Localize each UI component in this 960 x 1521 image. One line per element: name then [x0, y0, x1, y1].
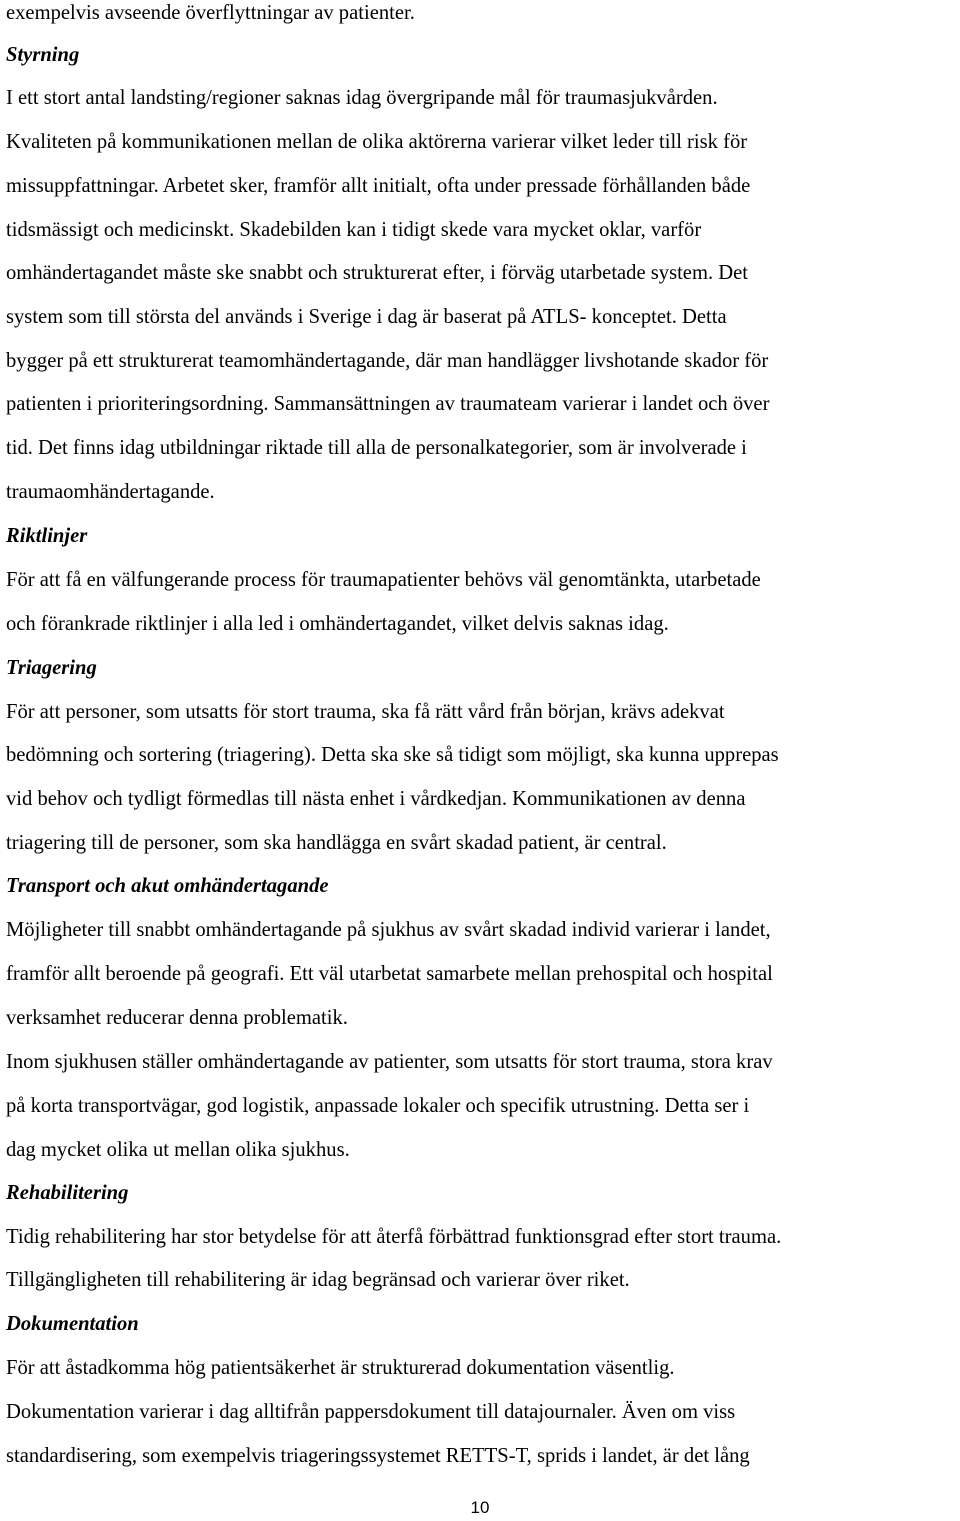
heading-triagering: Triagering — [6, 657, 97, 679]
heading-rehabilitering: Rehabilitering — [6, 1182, 129, 1204]
text-line: I ett stort antal landsting/regioner saknas idag övergripande mål för traumasjukvården. — [6, 87, 718, 109]
heading-dokumentation: Dokumentation — [6, 1313, 139, 1335]
text-line: missuppfattningar. Arbetet sker, framför allt initialt, ofta under pressade förhållanden både — [6, 175, 751, 197]
text-line: system som till största del används i Sverige i dag är baserat på ATLS- konceptet. Detta — [6, 306, 727, 328]
text-line: bygger på ett strukturerat teamomhändertagande, där man handlägger livshotande skador för — [6, 350, 769, 372]
text-line: För att personer, som utsatts för stort trauma, ska få rätt vård från början, krävs adekvat — [6, 701, 725, 723]
heading-transport: Transport och akut omhändertagande — [6, 875, 329, 897]
text-line: triagering till de personer, som ska handlägga en svårt skadad patient, är central. — [6, 832, 667, 854]
text-line: För att få en välfungerande process för traumapatienter behövs väl genomtänkta, utarbetade — [6, 569, 761, 591]
heading-riktlinjer: Riktlinjer — [6, 525, 88, 547]
text-line: vid behov och tydligt förmedlas till nästa enhet i vårdkedjan. Kommunikationen av denna — [6, 788, 746, 810]
text-line: verksamhet reducerar denna problematik. — [6, 1007, 348, 1029]
text-line: omhändertagandet måste ske snabbt och strukturerat efter, i förväg utarbetade system. Det — [6, 262, 748, 284]
text-line: För att åstadkomma hög patientsäkerhet är strukturerad dokumentation väsentlig. — [6, 1357, 675, 1379]
text-line: Möjligheter till snabbt omhändertagande på sjukhus av svårt skadad individ varierar i landet, — [6, 919, 771, 941]
text-line: patienten i prioriteringsordning. Sammansättningen av traumateam varierar i landet och över — [6, 393, 770, 415]
text-line: tidsmässigt och medicinskt. Skadebilden kan i tidigt skede vara mycket oklar, varför — [6, 219, 702, 241]
text-line: framför allt beroende på geografi. Ett väl utarbetat samarbete mellan prehospital och hospital — [6, 963, 773, 985]
text-line: dag mycket olika ut mellan olika sjukhus. — [6, 1139, 350, 1161]
text-line: Dokumentation varierar i dag alltifrån pappersdokument till datajournaler. Även om viss — [6, 1401, 736, 1423]
text-line: Inom sjukhusen ställer omhändertagande av patienter, som utsatts för stort trauma, stora krav — [6, 1051, 773, 1073]
text-line: Kvaliteten på kommunikationen mellan de olika aktörerna varierar vilket leder till risk för — [6, 131, 748, 153]
text-line: bedömning och sortering (triagering). Detta ska ske så tidigt som möjligt, ska kunna upprepas — [6, 744, 779, 766]
text-line: på korta transportvägar, god logistik, anpassade lokaler och specifik utrustning. Detta ser i — [6, 1095, 750, 1117]
text-line: exempelvis avseende överflyttningar av patienter. — [6, 2, 415, 24]
text-line: Tillgängligheten till rehabilitering är idag begränsad och varierar över riket. — [6, 1269, 630, 1291]
text-line: och förankrade riktlinjer i alla led i omhändertagandet, vilket delvis saknas idag. — [6, 613, 669, 635]
heading-styrning: Styrning — [6, 44, 80, 66]
text-line: traumaomhändertagande. — [6, 481, 215, 503]
text-line: Tidig rehabilitering har stor betydelse för att återfå förbättrad funktionsgrad efter stort trauma. — [6, 1226, 782, 1248]
text-line: tid. Det finns idag utbildningar riktade till alla de personalkategorier, som är involverade i — [6, 437, 747, 459]
text-line: standardisering, som exempelvis triageringssystemet RETTS-T, sprids i landet, är det lång — [6, 1445, 750, 1467]
page-number: 10 — [470, 1498, 490, 1517]
